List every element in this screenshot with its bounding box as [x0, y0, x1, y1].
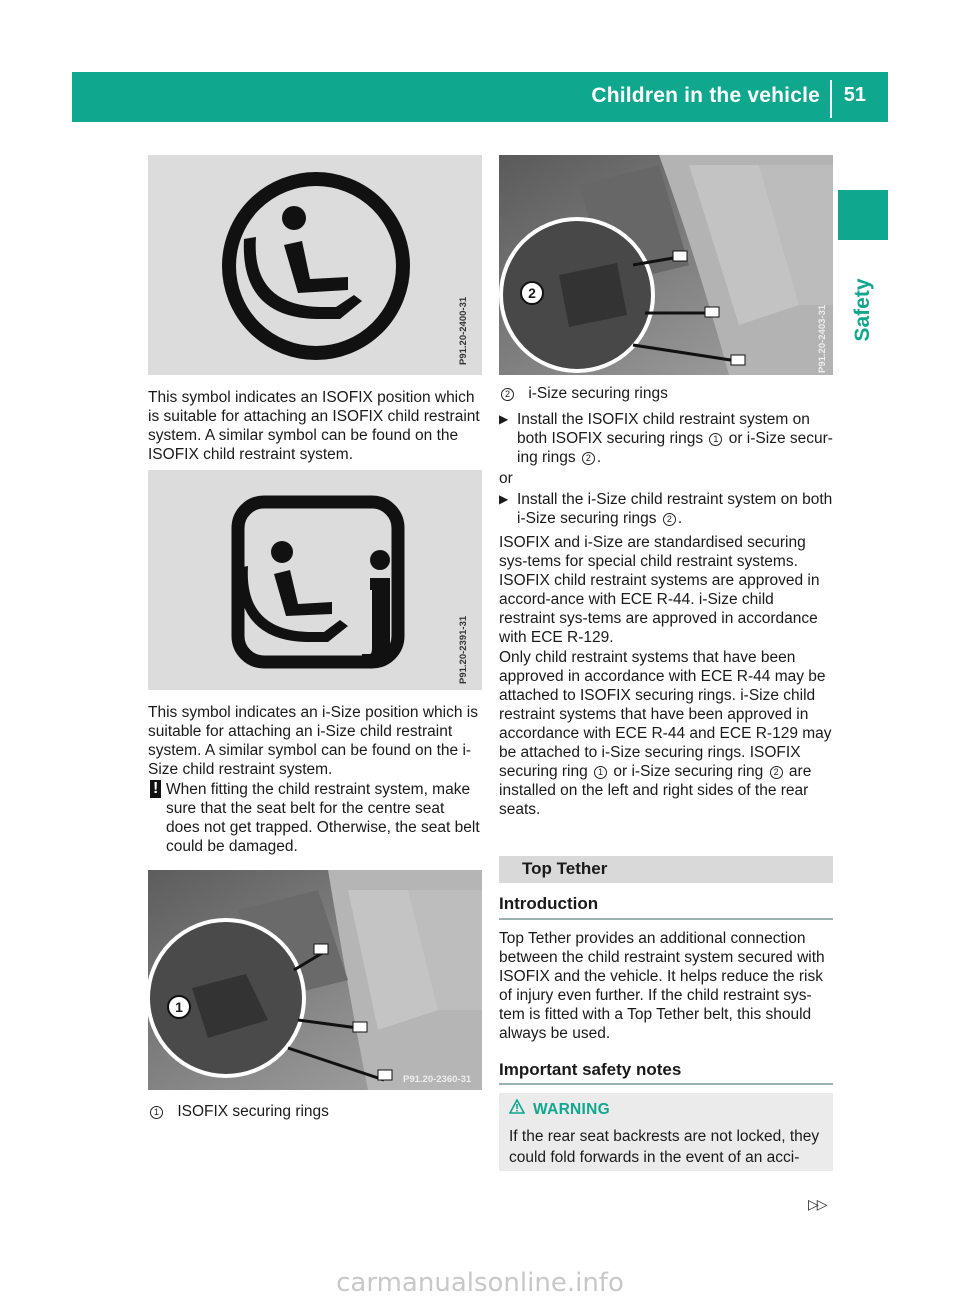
legend-text: i-Size securing rings — [528, 385, 668, 402]
step-arrow-icon: ▶ — [499, 492, 509, 506]
warning-mark-icon: ! — [150, 780, 161, 798]
step-text: . — [596, 449, 602, 466]
isize-seat-figure — [499, 155, 833, 375]
warning-header — [509, 1099, 610, 1119]
isofix-symbol-icon — [148, 155, 482, 375]
step-text: Install the ISOFIX child restraint system on both ISOFIX securing rings — [517, 411, 810, 447]
step-arrow-icon: ▶ — [499, 412, 509, 426]
watermark: carmanualsonline.info — [336, 1268, 624, 1298]
instruction-step-isofix — [499, 410, 833, 467]
section-tab-marker — [838, 190, 888, 240]
figure-code: P91.20-2403-31 — [817, 304, 828, 373]
isofix-symbol-figure — [148, 155, 482, 375]
legend-number: 1 — [150, 1106, 163, 1119]
isize-symbol-icon — [148, 470, 482, 690]
ring-number: 1 — [709, 433, 722, 446]
warning-triangle-icon — [509, 1099, 525, 1119]
safety-notes-heading: Important safety notes — [499, 1060, 682, 1079]
paragraph-text: or i-Size securing ring — [613, 763, 764, 780]
ring-number: 2 — [582, 452, 595, 465]
callout-1: 1 — [167, 995, 191, 1019]
instruction-step-isize — [499, 490, 833, 528]
header-divider — [830, 80, 832, 118]
warning-box — [499, 1093, 833, 1171]
paragraph-text: Only child restraint systems that have been approved in accordance with ECE R-44 may be attached to ISOFIX securing rings. i-Size child restraint systems that have been approved in accordance with ECE R-44 and ECE R-129 may be attached to i-Size securing rings. ISOFIX securing ring — [499, 649, 832, 780]
introduction-text: Top Tether provides an additional connection between the child restraint system secured with ISOFIX and the vehicle. It helps reduce the risk of injury even further. If the child restraint sys-tem is fitted with a Top Tether belt, this should always be used. — [499, 930, 825, 1042]
isofix-symbol-description: This symbol indicates an ISOFIX position which is suitable for attaching an ISOFIX child restraint system. A similar symbol can be found on the ISOFIX child restraint system. — [148, 389, 480, 463]
rear-seat-photo-image — [148, 870, 482, 1090]
approval-paragraph — [499, 648, 833, 819]
ring-number: 2 — [663, 513, 676, 526]
legend-text: ISOFIX securing rings — [177, 1103, 329, 1120]
chapter-title: Children in the vehicle — [591, 84, 820, 107]
step-text: Install the i-Size child restraint system on both i-Size securing rings — [517, 491, 833, 527]
paragraph-text: are installed on the left and right sides of the rear seats. — [499, 763, 812, 818]
figure-code: P91.20-2360-31 — [403, 1074, 472, 1085]
section-tab-label — [848, 260, 878, 360]
warning-text: If the rear seat backrests are not locked, they could fold forwards in the event of an acci- — [509, 1128, 820, 1166]
continue-arrows-icon: ▷▷ — [808, 1196, 826, 1212]
standards-paragraph: ISOFIX and i-Size are standardised securing sys-tems for special child restraint systems. ISOFIX child restraint systems are approved in accord-ance with ECE R-44. i-Size child restraint sys-tems are approved in accordance with ECE R-129. — [499, 534, 820, 646]
section-tab-text: Safety — [851, 278, 874, 342]
warning-label: WARNING — [533, 1101, 611, 1118]
isize-symbol-figure — [148, 470, 482, 690]
step-text: or i-Size secur-ing rings — [517, 430, 833, 466]
legend-number: 2 — [501, 388, 514, 401]
isofix-ring-legend — [148, 1102, 329, 1121]
note-text: When fitting the child restraint system, make sure that the seat belt for the centre seat does not get trapped. Otherwise, the seat belt could be damaged. — [166, 781, 480, 855]
isize-ring-legend — [499, 384, 668, 403]
isize-symbol-description: This symbol indicates an i-Size position which is suitable for attaching an i-Size child restraint system. A similar symbol can be found on the i-Size child restraint system. — [148, 704, 478, 778]
ring-number: 1 — [594, 766, 607, 779]
callout-2: 2 — [520, 281, 544, 305]
header-bar — [72, 72, 888, 122]
section-heading-box — [499, 856, 833, 883]
heading-rule — [499, 918, 833, 920]
rear-seat-photo-image — [499, 155, 833, 375]
isofix-seat-figure — [148, 870, 482, 1090]
step-text: . — [677, 510, 683, 527]
page-number: 51 — [843, 84, 866, 106]
or-separator: or — [499, 470, 513, 487]
section-title: Top Tether — [522, 859, 608, 878]
figure-code: P91.20-2391-31 — [458, 615, 469, 684]
heading-rule — [499, 1083, 833, 1085]
ring-number: 2 — [770, 766, 783, 779]
figure-code: P91.20-2400-31 — [458, 296, 469, 365]
introduction-heading: Introduction — [499, 894, 599, 913]
